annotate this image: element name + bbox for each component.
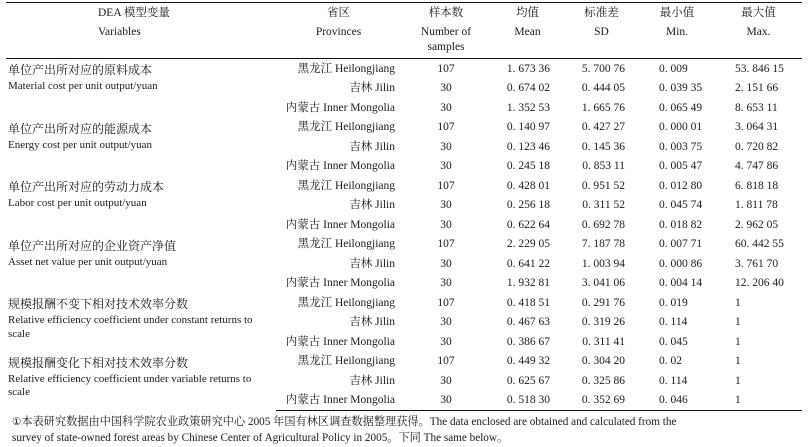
max-cell: 4. 747 86 bbox=[735, 160, 779, 173]
header-max-cn: 最大值 bbox=[715, 3, 802, 23]
max-cell: 1 bbox=[735, 374, 741, 387]
province-cell: 吉林 Jilin bbox=[349, 316, 395, 329]
min-cell: 0. 000 01 bbox=[659, 121, 703, 134]
min-cell: 0. 009 bbox=[659, 62, 688, 75]
province-cell: 黑龙江 Heilongjiang bbox=[297, 238, 395, 251]
min-cell: 0. 045 bbox=[659, 335, 688, 348]
header-min-cn: 最小值 bbox=[639, 3, 715, 23]
sample-count-cell: 30 bbox=[440, 199, 452, 212]
min-cell: 0. 045 74 bbox=[659, 199, 703, 212]
province-cell: 吉林 Jilin bbox=[349, 140, 395, 153]
sample-count-cell: 30 bbox=[440, 140, 452, 153]
header-sd-cn: 标准差 bbox=[564, 3, 639, 23]
max-cell: 1. 811 78 bbox=[735, 199, 778, 212]
footnote-line-2: survey of state-owned forest areas by Chinese Center of Agricultural Policy in 2005。下同 The same below。 bbox=[12, 432, 509, 445]
variable-cell bbox=[6, 235, 276, 294]
min-cell: 0. 003 75 bbox=[659, 140, 703, 153]
sd-cell: 0. 311 52 bbox=[582, 199, 625, 212]
sd-cell: 1. 003 94 bbox=[581, 257, 625, 270]
variable-cell bbox=[6, 59, 276, 118]
min-cell: 0. 018 82 bbox=[659, 218, 703, 231]
min-cell: 0. 114 bbox=[659, 374, 688, 387]
min-cell: 0. 039 35 bbox=[659, 82, 703, 95]
variable-name-en: Relative efficiency coefficient under variable returns to scale bbox=[8, 372, 252, 399]
mean-cell: 0. 386 67 bbox=[506, 335, 550, 348]
mean-cell: 0. 428 01 bbox=[506, 179, 550, 192]
sample-count-cell: 30 bbox=[440, 101, 452, 114]
sd-cell: 0. 304 20 bbox=[581, 355, 625, 368]
min-cell: 0. 019 bbox=[659, 296, 688, 309]
mean-cell: 1. 932 81 bbox=[506, 277, 550, 290]
table-body bbox=[6, 59, 802, 411]
min-cell: 0. 000 86 bbox=[659, 257, 703, 270]
min-cell: 0. 007 71 bbox=[659, 238, 703, 251]
table-header bbox=[6, 3, 802, 59]
province-cell: 黑龙江 Heilongjiang bbox=[297, 179, 395, 192]
max-cell: 0. 720 82 bbox=[735, 140, 779, 153]
header-sd-en: SD bbox=[564, 22, 639, 58]
province-cell: 内蒙古 Inner Mongolia bbox=[276, 391, 401, 411]
sample-count-cell: 107 bbox=[437, 238, 455, 251]
sample-count-cell: 30 bbox=[440, 82, 452, 95]
province-cell: 内蒙古 Inner Mongolia bbox=[285, 277, 395, 290]
variable-name-en: Material cost per unit output/yuan bbox=[8, 80, 158, 93]
max-cell: 60. 442 55 bbox=[735, 238, 784, 251]
max-cell: 3. 064 31 bbox=[735, 121, 779, 134]
max-cell: 1 bbox=[735, 316, 741, 329]
sd-cell: 0. 352 69 bbox=[564, 391, 639, 411]
table-row bbox=[6, 59, 802, 79]
variable-name-cn: 单位产出所对应的劳动力成本 bbox=[8, 180, 165, 195]
variable-name-cn: 单位产出所对应的原料成本 bbox=[8, 63, 153, 78]
min-cell: 0. 005 47 bbox=[659, 160, 703, 173]
sd-cell: 0. 951 52 bbox=[581, 179, 625, 192]
header-province-en: Provinces bbox=[276, 22, 401, 58]
sd-cell: 0. 291 76 bbox=[581, 296, 625, 309]
variable-name-en: Asset net value per unit output/yuan bbox=[8, 255, 168, 268]
max-cell: 1 bbox=[735, 296, 741, 309]
header-variable-en: Variables bbox=[6, 22, 276, 58]
province-cell: 内蒙古 Inner Mongolia bbox=[285, 218, 395, 231]
sd-cell: 1. 665 76 bbox=[581, 101, 625, 114]
sample-count-cell: 30 bbox=[440, 374, 452, 387]
mean-cell: 0. 674 02 bbox=[506, 82, 550, 95]
sd-cell: 0. 319 26 bbox=[581, 316, 625, 329]
province-cell: 黑龙江 Heilongjiang bbox=[297, 355, 395, 368]
province-cell: 吉林 Jilin bbox=[349, 374, 395, 387]
max-cell: 1 bbox=[735, 335, 741, 348]
variable-name-cn: 单位产出所对应的能源成本 bbox=[8, 121, 153, 136]
sample-count-cell: 107 bbox=[437, 121, 455, 134]
province-cell: 内蒙古 Inner Mongolia bbox=[285, 160, 395, 173]
mean-cell: 0. 140 97 bbox=[506, 121, 550, 134]
mean-cell: 0. 518 30 bbox=[491, 391, 564, 411]
mean-cell: 2. 229 05 bbox=[506, 238, 550, 251]
mean-cell: 0. 256 18 bbox=[506, 199, 550, 212]
mean-cell: 0. 625 67 bbox=[506, 374, 550, 387]
variable-name-cn: 规模报酬变化下相对技术效率分数 bbox=[8, 355, 189, 370]
province-cell: 黑龙江 Heilongjiang bbox=[297, 62, 395, 75]
sample-count-cell: 30 bbox=[440, 335, 452, 348]
max-cell: 8. 653 11 bbox=[735, 101, 778, 114]
sample-count-cell: 30 bbox=[440, 257, 452, 270]
header-min-en: Min. bbox=[639, 22, 715, 58]
mean-cell: 0. 622 64 bbox=[506, 218, 550, 231]
table-footnote bbox=[6, 415, 802, 447]
mean-cell: 1. 673 36 bbox=[506, 62, 550, 75]
mean-cell: 1. 352 53 bbox=[506, 101, 550, 114]
sd-cell: 0. 145 36 bbox=[581, 140, 625, 153]
sample-count-cell: 30 bbox=[401, 391, 491, 411]
min-cell: 0. 004 14 bbox=[659, 277, 703, 290]
max-cell: 6. 818 18 bbox=[735, 179, 779, 192]
header-variable-cn: DEA 模型变量 bbox=[6, 3, 276, 23]
dea-statistics-table bbox=[6, 2, 802, 411]
sample-count-cell: 30 bbox=[440, 218, 452, 231]
header-samples-en: Number of samples bbox=[401, 22, 491, 58]
mean-cell: 0. 418 51 bbox=[506, 296, 550, 309]
max-cell: 2. 151 66 bbox=[735, 82, 779, 95]
variable-cell bbox=[6, 118, 276, 177]
sd-cell: 0. 311 41 bbox=[582, 335, 625, 348]
variable-cell bbox=[6, 352, 276, 411]
sample-count-cell: 30 bbox=[440, 277, 452, 290]
variable-cell bbox=[6, 293, 276, 352]
variable-name-en: Labor cost per unit output/yuan bbox=[8, 197, 147, 210]
header-province-cn: 省区 bbox=[276, 3, 401, 23]
header-mean-cn: 均值 bbox=[491, 3, 564, 23]
min-cell: 0. 065 49 bbox=[659, 101, 703, 114]
max-cell: 2. 962 05 bbox=[735, 218, 779, 231]
table-row bbox=[6, 293, 802, 313]
min-cell: 0. 046 bbox=[639, 391, 715, 411]
sample-count-cell: 107 bbox=[437, 62, 455, 75]
sample-count-cell: 30 bbox=[440, 316, 452, 329]
sd-cell: 5. 700 76 bbox=[581, 62, 625, 75]
header-samples-cn: 样本数 bbox=[401, 3, 491, 23]
province-cell: 吉林 Jilin bbox=[349, 82, 395, 95]
mean-cell: 0. 123 46 bbox=[506, 140, 550, 153]
variable-cell bbox=[6, 176, 276, 235]
province-cell: 吉林 Jilin bbox=[349, 257, 395, 270]
min-cell: 0. 02 bbox=[659, 355, 682, 368]
mean-cell: 0. 245 18 bbox=[506, 160, 550, 173]
footnote-line-1: 本表研究数据由中国科学院农业政策研究中心 2005 年国有林区调查数据整理获得。The data enclosed are obtained and calculated from the bbox=[21, 416, 677, 429]
province-cell: 吉林 Jilin bbox=[349, 199, 395, 212]
province-cell: 黑龙江 Heilongjiang bbox=[297, 121, 395, 134]
variable-name-en: Relative efficiency coefficient under constant returns to scale bbox=[8, 314, 253, 340]
table-row bbox=[6, 352, 802, 372]
max-cell: 1 bbox=[735, 355, 741, 368]
province-cell: 内蒙古 Inner Mongolia bbox=[285, 101, 395, 114]
min-cell: 0. 114 bbox=[659, 316, 688, 329]
header-max-en: Max. bbox=[715, 22, 802, 58]
province-cell: 内蒙古 Inner Mongolia bbox=[285, 335, 395, 348]
sd-cell: 0. 325 86 bbox=[581, 374, 625, 387]
sample-count-cell: 30 bbox=[440, 160, 452, 173]
sample-count-cell: 107 bbox=[437, 355, 455, 368]
statistics-table-container bbox=[6, 2, 802, 447]
table-row bbox=[6, 235, 802, 255]
mean-cell: 0. 467 63 bbox=[506, 316, 550, 329]
variable-name-en: Energy cost per unit output/yuan bbox=[8, 138, 152, 151]
sd-cell: 7. 187 78 bbox=[581, 238, 625, 251]
table-row bbox=[6, 176, 802, 196]
max-cell: 3. 761 70 bbox=[735, 257, 779, 270]
header-mean-en: Mean bbox=[491, 22, 564, 58]
min-cell: 0. 012 80 bbox=[659, 179, 703, 192]
sd-cell: 0. 853 11 bbox=[582, 160, 625, 173]
mean-cell: 0. 449 32 bbox=[506, 355, 550, 368]
sd-cell: 0. 444 05 bbox=[581, 82, 625, 95]
sample-count-cell: 107 bbox=[437, 179, 455, 192]
table-row bbox=[6, 118, 802, 138]
sd-cell: 0. 427 27 bbox=[581, 121, 625, 134]
variable-name-cn: 规模报酬不变下相对技术效率分数 bbox=[8, 297, 189, 312]
footnote-marker: ① bbox=[12, 416, 22, 429]
sample-count-cell: 107 bbox=[437, 296, 455, 309]
province-cell: 黑龙江 Heilongjiang bbox=[297, 296, 395, 309]
mean-cell: 0. 641 22 bbox=[506, 257, 550, 270]
max-cell: 12. 206 40 bbox=[735, 277, 784, 290]
sd-cell: 0. 692 78 bbox=[581, 218, 625, 231]
variable-name-cn: 单位产出所对应的企业资产净值 bbox=[8, 238, 177, 253]
max-cell: 1 bbox=[715, 391, 802, 411]
sd-cell: 3. 041 06 bbox=[581, 277, 625, 290]
max-cell: 53. 846 15 bbox=[735, 62, 784, 75]
